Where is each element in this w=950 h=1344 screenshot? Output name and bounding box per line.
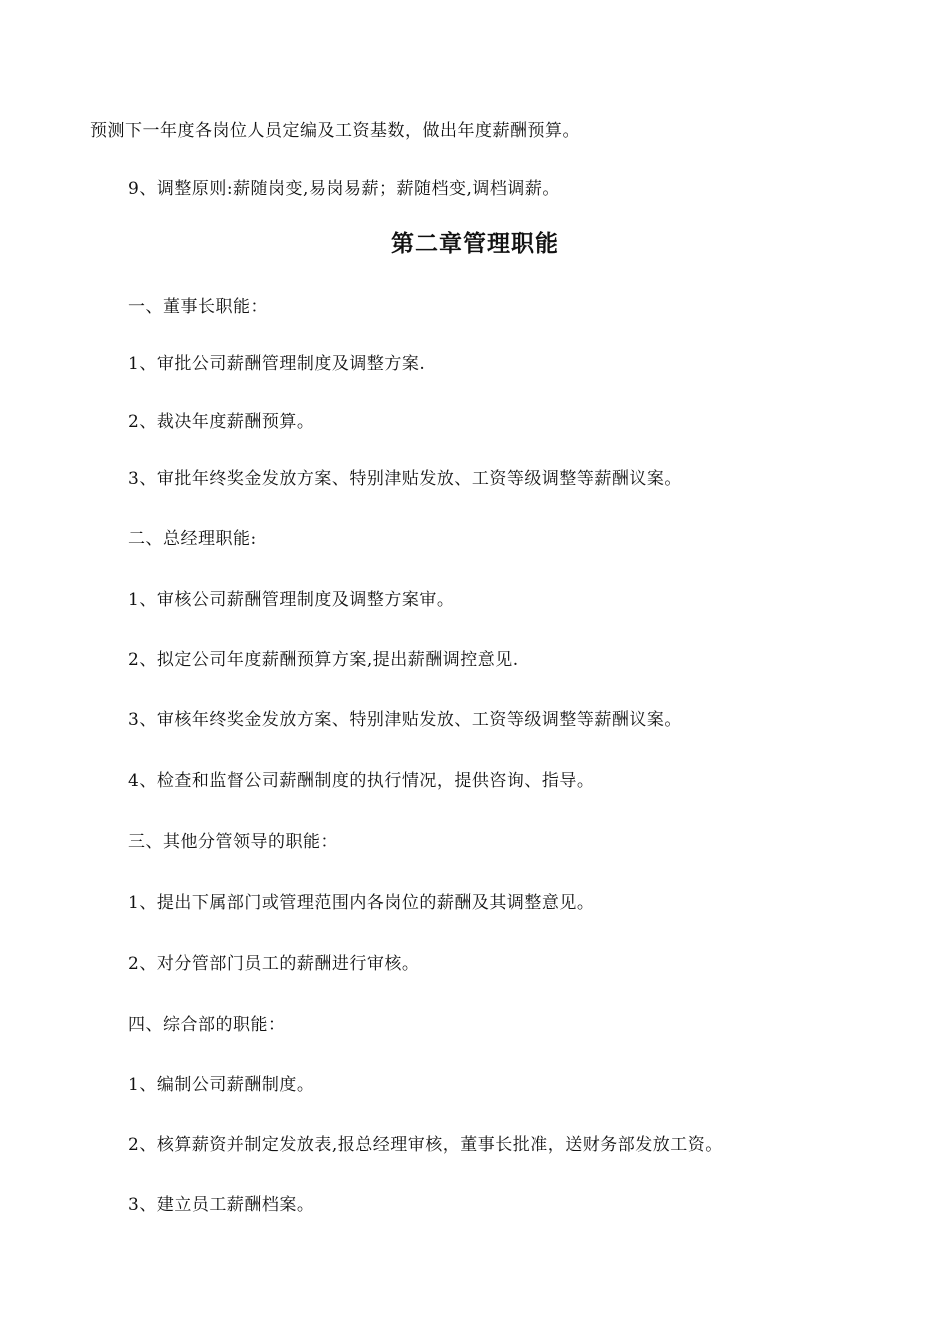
list-item: 1、提出下属部门或管理范围内各岗位的薪酬及其调整意见。	[128, 893, 595, 913]
list-item: 2、对分管部门员工的薪酬进行审核。	[128, 954, 420, 974]
list-item: 1、审批公司薪酬管理制度及调整方案.	[128, 354, 426, 374]
list-item: 4、检查和监督公司薪酬制度的执行情况，提供咨询、指导。	[128, 771, 595, 791]
list-item: 2、核算薪资并制定发放表,报总经理审核，董事长批准，送财务部发放工资。	[128, 1135, 723, 1155]
section-heading-general-manager: 二、总经理职能:	[128, 529, 257, 549]
list-item: 2、裁决年度薪酬预算。	[128, 412, 315, 432]
list-item: 3、审核年终奖金发放方案、特别津贴发放、工资等级调整等薪酬议案。	[128, 710, 682, 730]
section-heading-chairman: 一、董事长职能：	[128, 297, 268, 317]
list-item: 3、建立员工薪酬档案。	[128, 1195, 315, 1215]
section-heading-general-affairs: 四、综合部的职能：	[128, 1015, 286, 1035]
paragraph-adjustment-principle: 9、调整原则:薪随岗变,易岗易薪；薪随档变,调档调薪。	[128, 179, 560, 199]
list-item: 1、编制公司薪酬制度。	[128, 1075, 315, 1095]
list-item: 2、拟定公司年度薪酬预算方案,提出薪酬调控意见.	[128, 650, 519, 670]
list-item: 3、审批年终奖金发放方案、特别津贴发放、工资等级调整等薪酬议案。	[128, 469, 682, 489]
chapter-title: 第二章管理职能	[391, 231, 559, 257]
section-heading-other-leaders: 三、其他分管领导的职能：	[128, 832, 338, 852]
list-item: 1、审核公司薪酬管理制度及调整方案审。	[128, 590, 455, 610]
paragraph-budget-forecast: 预测下一年度各岗位人员定编及工资基数，做出年度薪酬预算。	[90, 121, 580, 141]
